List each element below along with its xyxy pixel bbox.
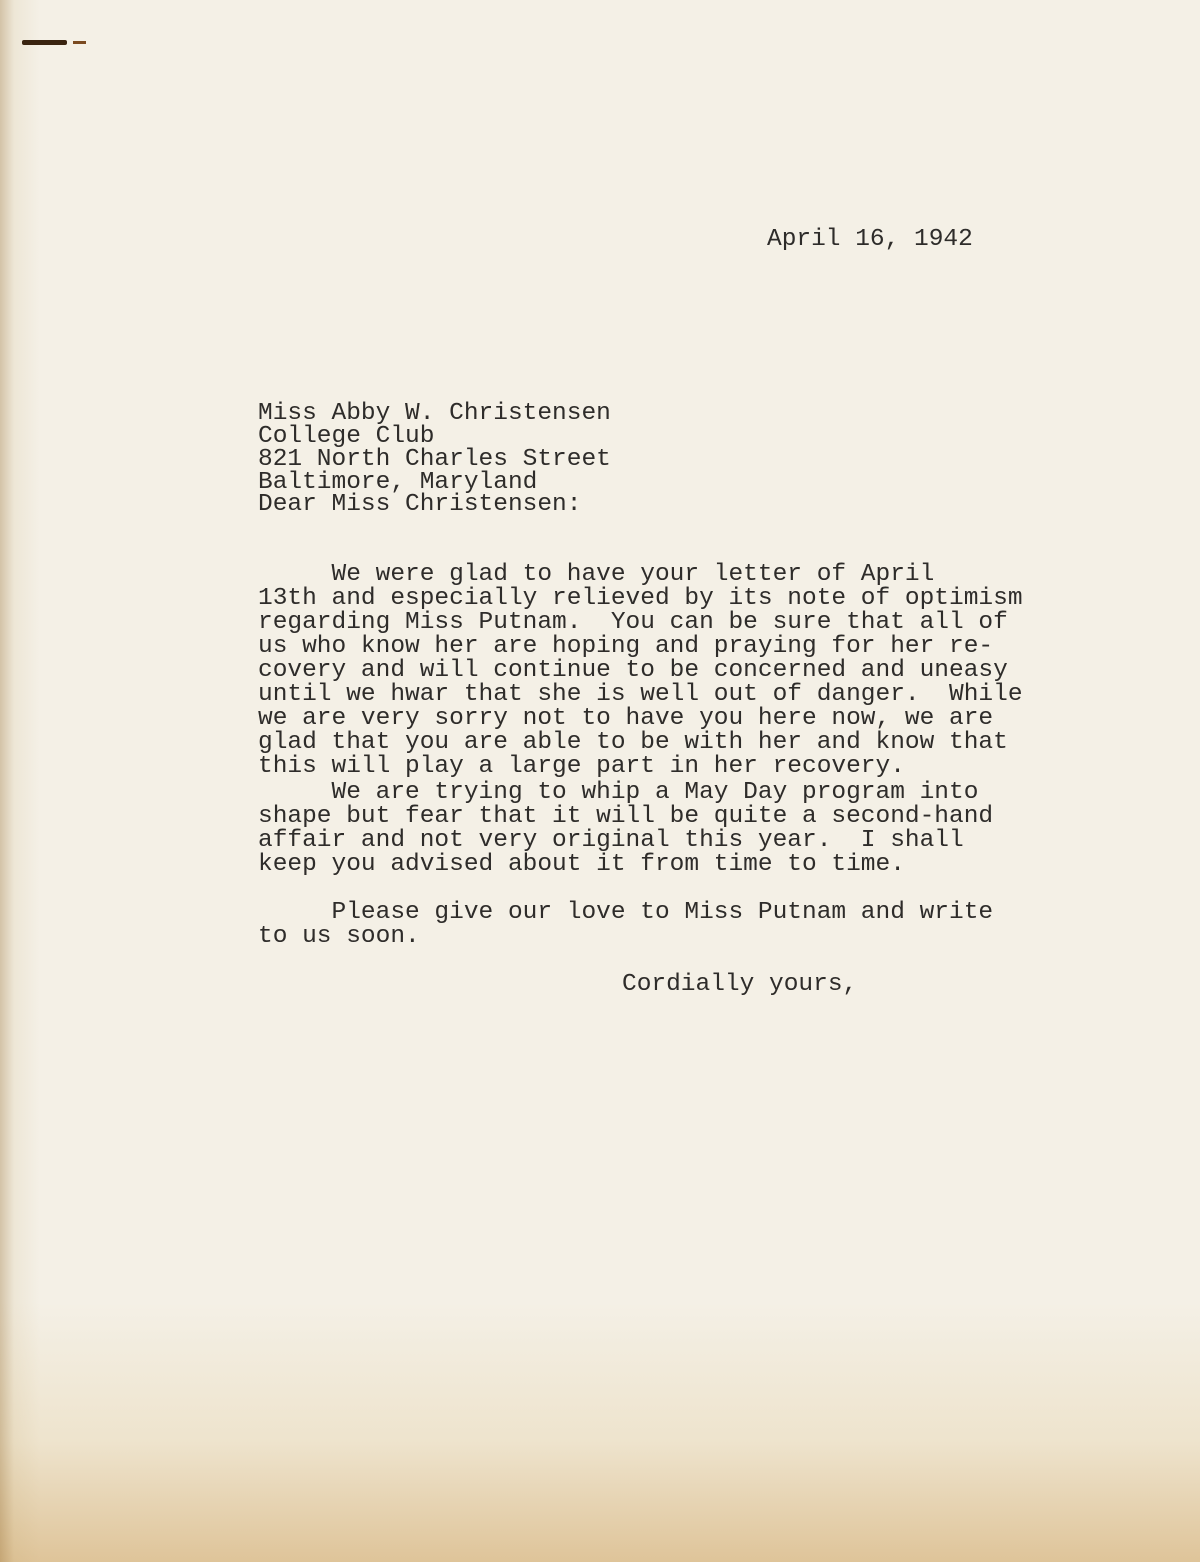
text-line: to us soon. xyxy=(258,923,420,950)
text-line: shape but fear that it will be quite a second-hand xyxy=(258,803,994,830)
text-line: Please give our love to Miss Putnam and write xyxy=(258,899,994,926)
address-line: 821 North Charles Street xyxy=(258,446,611,473)
text-line: us who know her are hoping and praying for her re- xyxy=(258,633,994,660)
text-line: until we hwar that she is well out of danger. While xyxy=(258,681,1023,708)
paragraph-2 xyxy=(258,781,993,877)
text-line: We were glad to have your letter of April xyxy=(258,561,935,588)
closing: Cordially yours, xyxy=(622,971,858,998)
ink-mark xyxy=(73,41,86,44)
ink-mark xyxy=(22,40,67,45)
paragraph-1 xyxy=(258,563,1023,779)
text-line: 13th and especially relieved by its note of optimism xyxy=(258,585,1023,612)
text-line: glad that you are able to be with her and know that xyxy=(258,729,1008,756)
text-line: affair and not very original this year. I shall xyxy=(258,827,964,854)
text-line: keep you advised about it from time to time. xyxy=(258,851,905,878)
address-line: Baltimore, Maryland xyxy=(258,469,538,496)
address-line: College Club xyxy=(258,423,435,450)
text-line: We are trying to whip a May Day program into xyxy=(258,779,979,806)
letter-date: April 16, 1942 xyxy=(767,226,973,253)
recipient-address xyxy=(258,402,611,494)
salutation: Dear Miss Christensen: xyxy=(258,491,582,518)
text-line: we are very sorry not to have you here now, we are xyxy=(258,705,994,732)
paragraph-3 xyxy=(258,901,993,949)
address-line: Miss Abby W. Christensen xyxy=(258,400,611,427)
text-line: regarding Miss Putnam. You can be sure that all of xyxy=(258,609,1008,636)
text-line: this will play a large part in her recovery. xyxy=(258,753,905,780)
text-line: covery and will continue to be concerned and uneasy xyxy=(258,657,1008,684)
